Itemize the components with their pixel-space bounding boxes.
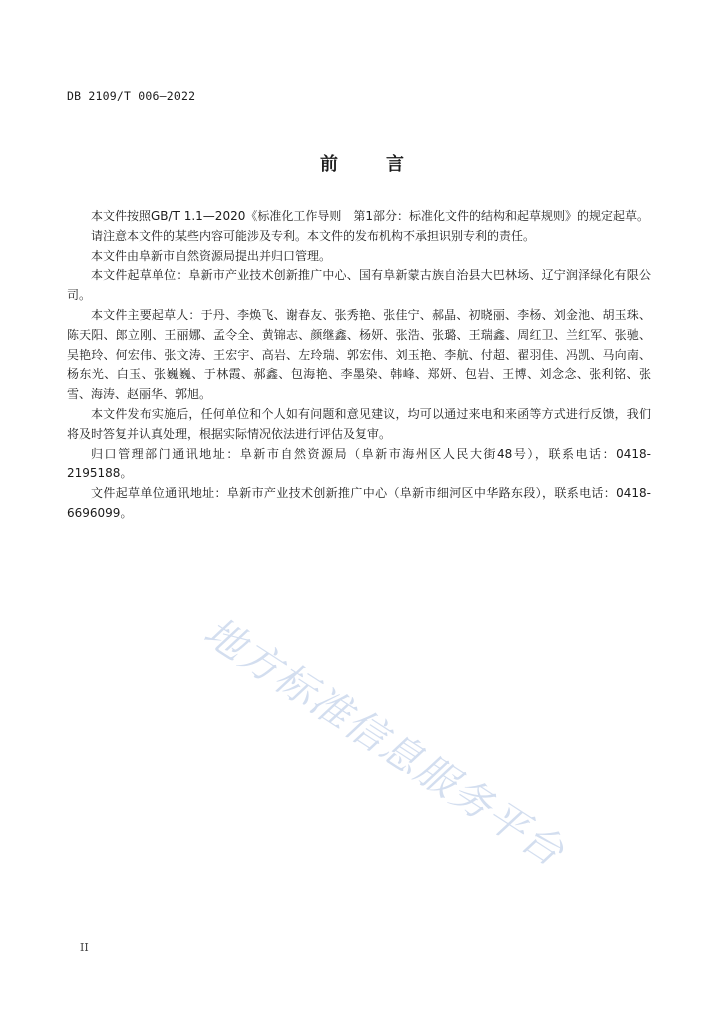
paragraph-drafting-rules: 本文件按照GB/T 1.1—2020《标准化工作导则 第1部分：标准化文件的结构和起草规则》的规定起草。 [91, 209, 649, 223]
paragraph-patent-notice: 请注意本文件的某些内容可能涉及专利。本文件的发布机构不承担识别专利的责任。 [91, 228, 536, 243]
watermark: 地方标准信息服务平台 [195, 608, 573, 877]
title-char-1: 前 [320, 154, 338, 175]
standard-code: DB 2109/T 006—2022 [67, 89, 196, 103]
paragraph-feedback: 本文件发布实施后，任何单位和个人如有问题和意见建议，均可以通过来电和来函等方式进行反馈，我们将及时答复并认真处理，根据实际情况依法进行评估及复审。 [67, 406, 651, 441]
title-char-2: 言 [386, 154, 404, 175]
paragraph-management-address: 归口管理部门通讯地址：阜新市自然资源局（阜新市海州区人民大街48号），联系电话：0418-2195188。 [67, 446, 651, 481]
paragraph-drafting-units: 本文件起草单位：阜新市产业技术创新推广中心、国有阜新蒙古族自治县大巴林场、辽宁润泽绿化有限公司。 [67, 268, 651, 303]
page-number: II [80, 941, 89, 954]
paragraph-drafting-address: 文件起草单位通讯地址：阜新市产业技术创新推广中心（阜新市细河区中华路东段），联系电话：0418-6696099。 [67, 486, 651, 520]
foreword-body [67, 207, 651, 524]
paragraph-proposer: 本文件由阜新市自然资源局提出并归口管理。 [91, 248, 332, 263]
paragraph-drafters: 本文件主要起草人：于丹、李焕飞、谢春友、张秀艳、张佳宁、郝晶、初晓丽、李杨、刘金池、胡玉珠、陈天阳、郎立刚、王丽娜、孟令全、黄锦志、颜继鑫、杨妍、张浩、张璐、王瑞鑫、周红卫、兰红军、张驰、吴艳玲、何宏伟、张文涛、王宏宇、高岩、左玲瑞、郭宏伟、刘玉艳、李航、付超、翟羽佳、冯凯、马向南、杨东光、白玉、张巍巍、于林霞、郝鑫、包海艳、李墨染、韩峰、郑妍、包岩、王博、刘念念、张利铭、张雪、海涛、赵丽华、郭旭。 [67, 307, 651, 402]
page-title [0, 150, 724, 176]
